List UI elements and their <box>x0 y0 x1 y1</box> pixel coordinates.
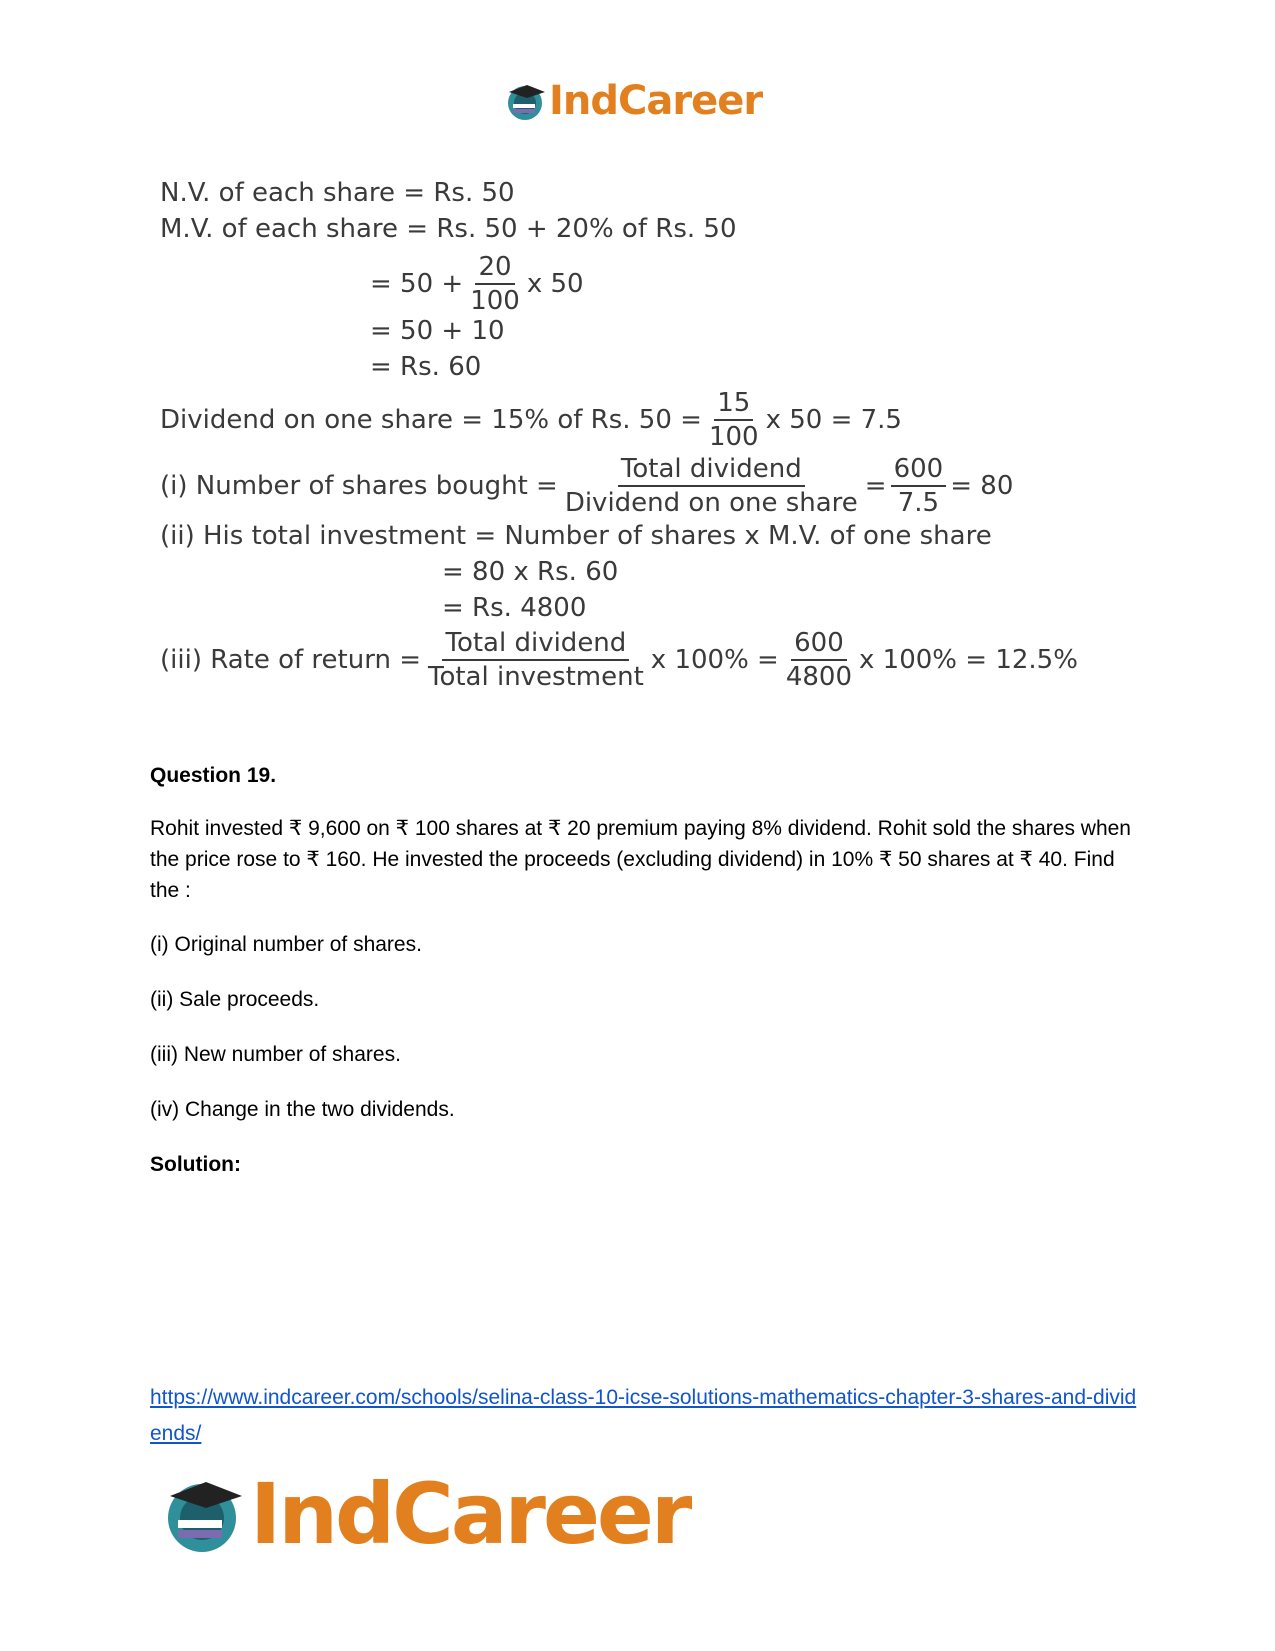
numerator: 20 <box>475 254 514 285</box>
denominator: 100 <box>470 286 520 316</box>
part-i-prefix: (i) Number of shares bought = <box>160 471 558 501</box>
denominator: Total investment <box>427 662 644 692</box>
question-item: (i) Original number of shares. <box>150 933 422 956</box>
fraction <box>425 630 647 690</box>
fraction <box>467 254 523 314</box>
part-iii-middle: x 100% = <box>650 645 779 675</box>
numerator: Total dividend <box>442 630 629 661</box>
brand-name: IndCareer <box>250 1465 690 1563</box>
part-i-line <box>160 456 1013 516</box>
mv-step1-suffix: x 50 <box>526 269 584 299</box>
fraction <box>706 390 762 450</box>
mv-step1-prefix: = 50 + <box>370 269 464 299</box>
part-ii-line3: = Rs. 4800 <box>442 593 587 623</box>
denominator: 100 <box>708 422 759 452</box>
fraction <box>562 456 861 516</box>
fraction <box>891 456 947 516</box>
dividend-prefix: Dividend on one share = 15% of Rs. 50 = <box>160 405 702 435</box>
numerator: 600 <box>891 456 947 487</box>
numerator: Total dividend <box>618 456 805 487</box>
denominator: 7.5 <box>897 488 940 518</box>
mv-line: M.V. of each share = Rs. 50 + 20% of Rs. 50 <box>160 214 737 244</box>
part-iii-line <box>160 630 1078 690</box>
graduation-cap-icon <box>162 1472 246 1556</box>
part-ii-line2: = 80 x Rs. 60 <box>442 557 619 587</box>
graduation-cap-icon <box>505 81 547 121</box>
source-link[interactable]: https://www.indcareer.com/schools/selina-class-10-icse-solutions-mathematics-chapter-3-shares-and-dividends/ <box>150 1386 1137 1445</box>
denominator: 4800 <box>785 662 853 692</box>
brand-name: IndCareer <box>549 78 763 124</box>
footer-logo <box>162 1465 689 1563</box>
denominator: Dividend on one share <box>564 488 858 518</box>
numerator: 600 <box>791 630 847 661</box>
fraction <box>783 630 855 690</box>
question-item: (iv) Change in the two dividends. <box>150 1098 455 1121</box>
mv-step3: = Rs. 60 <box>370 352 482 382</box>
part-iii-prefix: (iii) Rate of return = <box>160 645 421 675</box>
header-logo <box>505 78 762 124</box>
question-heading: Question 19. <box>150 764 277 787</box>
part-i-suffix: = 80 <box>950 471 1014 501</box>
question-text: Rohit invested ₹ 9,600 on ₹ 100 shares at ₹ 20 premium paying 8% dividend. Rohit sold the shares when the price rose to ₹ 160. He invested the proceeds (excluding dividend) in 10% ₹ 50 shares at ₹ 40. Find the : <box>150 817 1131 902</box>
equals-sign: = <box>864 471 887 501</box>
dividend-suffix: x 50 = 7.5 <box>765 405 902 435</box>
mv-step2: = 50 + 10 <box>370 316 505 346</box>
question-item: (ii) Sale proceeds. <box>150 988 320 1011</box>
question-item: (iii) New number of shares. <box>150 1043 401 1066</box>
dividend-line <box>160 390 902 450</box>
mv-step1 <box>370 254 584 314</box>
part-ii-line1: (ii) His total investment = Number of shares x M.V. of one share <box>160 521 992 551</box>
solution-label: Solution: <box>150 1153 241 1176</box>
part-iii-suffix: x 100% = 12.5% <box>859 645 1078 675</box>
nv-line: N.V. of each share = Rs. 50 <box>160 178 515 208</box>
numerator: 15 <box>714 390 753 421</box>
